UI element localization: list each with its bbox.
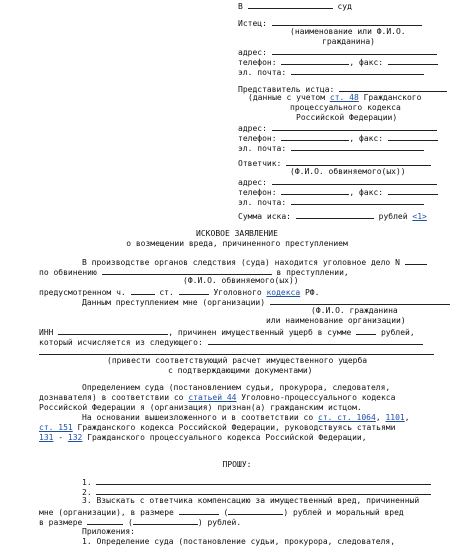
case-number-blank[interactable] <box>405 256 427 265</box>
moral-damage-blank[interactable] <box>87 516 123 525</box>
representative-blank[interactable] <box>339 83 447 92</box>
plaintiff-address-blank[interactable] <box>272 46 437 55</box>
plaintiff-label: Истец: <box>238 19 267 28</box>
body-p2-hint4: с подтверждающими документами) <box>168 366 313 375</box>
rep-hint-3: Российской Федерации) <box>296 113 398 122</box>
document-title: ИСКОВОЕ ЗАЯВЛЕНИЕ <box>196 229 278 238</box>
request-item-1-blank[interactable] <box>96 476 431 485</box>
p1-text-c-c: Уголовного <box>213 288 267 297</box>
body-p2-hint2: или наименование организации) <box>266 316 406 325</box>
calc-blank-2[interactable] <box>39 346 434 355</box>
defendant-label: Ответчик: <box>238 159 282 168</box>
article-blank[interactable] <box>179 286 209 295</box>
request-item-1-number: 1. <box>82 478 92 487</box>
item3-text-d: рублей. <box>207 518 242 527</box>
attachment-item-1-line1: 1. Определение суда (постановление судьи, прокурора, следователя, <box>82 537 396 546</box>
rep-hint-2: процессуального кодекса <box>290 103 401 112</box>
p1-text-a: В производстве органов следствия (суда) находится уголовное дело N <box>82 258 400 267</box>
p1-text-b-b: в преступлении, <box>276 268 349 277</box>
defendant-hint: (Ф.И.О. обвиняемого(ых)) <box>290 167 406 176</box>
body-p4-line2 <box>39 423 395 433</box>
claim-sum-line <box>238 210 427 222</box>
request-item-3-line2: мне (организации), в размере ( ) рублей и моральный вред <box>39 508 404 517</box>
plaintiff-fax-blank[interactable] <box>388 56 438 65</box>
article-44-link[interactable]: статьей 44 <box>188 393 237 402</box>
rep-phone-line: телефон: , факс: <box>238 132 438 144</box>
p1-text-b-a: по обвинению <box>39 268 97 277</box>
rep-hint-link-art48[interactable]: ст. 48 <box>329 93 359 102</box>
inn-label: ИНН <box>39 328 54 337</box>
fax-label: факс: <box>359 58 384 67</box>
moral-damage-words-blank[interactable] <box>133 516 198 525</box>
plaintiff-hint-1: (наименование или Ф.И.О. <box>290 27 406 36</box>
plaintiff-phone-blank[interactable] <box>281 56 349 65</box>
p4-text-a: На основании вышеизложенного и в соответствии со <box>82 413 319 422</box>
accused-blank[interactable] <box>102 266 272 275</box>
plaintiff-blank[interactable] <box>272 17 422 26</box>
document-subtitle: о возмещении вреда, причиненного преступлением <box>126 239 348 248</box>
court-suffix: суд <box>337 2 352 11</box>
p1-text-c-b: ст. <box>159 288 174 297</box>
rep-hint-1 <box>248 93 421 103</box>
p4-sep: , <box>375 413 386 422</box>
phone-label: телефон: <box>238 58 277 67</box>
request-item-3-line3: в размере ( ) рублей. <box>39 518 242 527</box>
attachments-heading: Приложения: <box>82 527 135 536</box>
email-label: эл. почта: <box>238 198 287 207</box>
body-p3-line3: Российской Федерации я (организация) признан(а) гражданским истцом. <box>39 403 362 412</box>
plaintiff-hint-2: гражданина) <box>322 37 375 46</box>
def-phone-blank[interactable] <box>281 186 349 195</box>
art-132-link[interactable]: 132 <box>67 433 83 442</box>
address-label: адрес: <box>238 178 267 187</box>
body-p3-line1: Определением суда (постановлением судьи, прокурора, следователя, <box>82 383 391 392</box>
body-p1-hint: (Ф.И.О. обвиняемого(ых)) <box>183 276 299 285</box>
item3-text-b: рублей и моральный вред <box>292 508 404 517</box>
p3-text-a: дознавателя) в соответствии со <box>39 393 189 402</box>
part-blank[interactable] <box>131 286 155 295</box>
rep-hint-1c: Гражданского <box>358 93 422 102</box>
request-item-3-line1: 3. Взыскать с ответчика компенсацию за имущественный вред, причиненный <box>82 496 420 505</box>
address-label: адрес: <box>238 48 267 57</box>
email-label: эл. почта: <box>238 144 287 153</box>
p2-inn-unit: рублей, <box>380 328 415 337</box>
rep-email-line <box>238 142 424 154</box>
rep-phone-blank[interactable] <box>281 132 349 141</box>
defendant-blank[interactable] <box>286 157 431 166</box>
p3-text-b: Уголовно-процессуального кодекса <box>236 393 396 402</box>
fax-label: факс: <box>359 188 384 197</box>
damage-sum-blank[interactable] <box>356 326 376 335</box>
claim-sum-unit: рублей <box>378 212 408 221</box>
art-1101-link[interactable]: 1101 <box>385 413 405 422</box>
p1-text-c-d: РФ. <box>300 288 320 297</box>
footnote-link[interactable]: <1> <box>412 212 427 221</box>
body-p3-line2 <box>39 393 395 403</box>
body-p2-hint3: (привести соответствующий расчет имущественного ущерба <box>107 356 368 365</box>
calc-blank-1[interactable] <box>208 336 423 345</box>
p4-text-b: Гражданского кодекса Российской Федерации, руководствуясь статьями <box>72 423 396 432</box>
property-damage-blank[interactable] <box>179 506 219 515</box>
art-1064-link[interactable]: ст. ст. 1064 <box>318 413 376 422</box>
body-p4-line3 <box>39 433 367 443</box>
plaintiff-email-line <box>238 66 424 78</box>
p4-dash: - <box>53 433 68 442</box>
art-151-link[interactable]: ст. 151 <box>39 423 73 432</box>
body-p2-hint1: (Ф.И.О. гражданина <box>311 306 398 315</box>
claim-sum-label: Сумма иска: <box>238 212 291 221</box>
request-item-2-number: 2. <box>82 488 92 497</box>
rep-hint-1a: (данные с учетом <box>248 93 330 102</box>
p4-comma: , <box>404 413 410 422</box>
rep-email-blank[interactable] <box>291 142 424 151</box>
claim-sum-blank[interactable] <box>296 210 374 219</box>
plaintiff-phone-line: телефон: , факс: <box>238 56 438 68</box>
plaintiff-email-blank[interactable] <box>291 66 424 75</box>
court-name-blank[interactable] <box>248 0 333 9</box>
body-p4-line1 <box>82 413 410 423</box>
rep-fax-blank[interactable] <box>388 132 438 141</box>
fax-label: факс: <box>359 134 384 143</box>
p1-text-c-a: предусмотренном ч. <box>39 288 126 297</box>
item3-text-a: мне (организации), в размере <box>39 508 174 517</box>
art-131-link[interactable]: 131 <box>39 433 54 442</box>
def-phone-line: телефон: , факс: <box>238 186 438 198</box>
phone-label: телефон: <box>238 134 277 143</box>
address-label: адрес: <box>238 124 267 133</box>
property-damage-words-blank[interactable] <box>228 506 283 515</box>
email-label: эл. почта: <box>238 68 287 77</box>
criminal-code-link[interactable]: кодекса <box>266 288 301 297</box>
representative-label: Представитель истца: <box>238 85 335 94</box>
def-fax-blank[interactable] <box>388 186 438 195</box>
request-item-2-blank[interactable] <box>96 486 431 495</box>
victim-blank[interactable] <box>270 296 450 305</box>
p2-text-a: Данным преступлением мне (организации) <box>82 298 266 307</box>
rep-address-blank[interactable] <box>272 122 437 131</box>
court-prefix: В <box>238 2 243 11</box>
def-email-line <box>238 196 424 208</box>
def-address-blank[interactable] <box>272 176 437 185</box>
inn-blank[interactable] <box>58 326 168 335</box>
phone-label: телефон: <box>238 188 277 197</box>
p2-inn-text: , причинен имущественный ущерб в сумме <box>168 328 352 337</box>
item3-text-c: в размере <box>39 518 83 527</box>
def-email-blank[interactable] <box>291 196 424 205</box>
p4-text-c: Гражданского процессуального кодекса Российской Федерации, <box>82 433 367 442</box>
p2-text-d: который исчисляется из следующего: <box>39 338 203 347</box>
court-line <box>238 0 352 12</box>
request-heading: ПРОШУ: <box>222 460 252 469</box>
